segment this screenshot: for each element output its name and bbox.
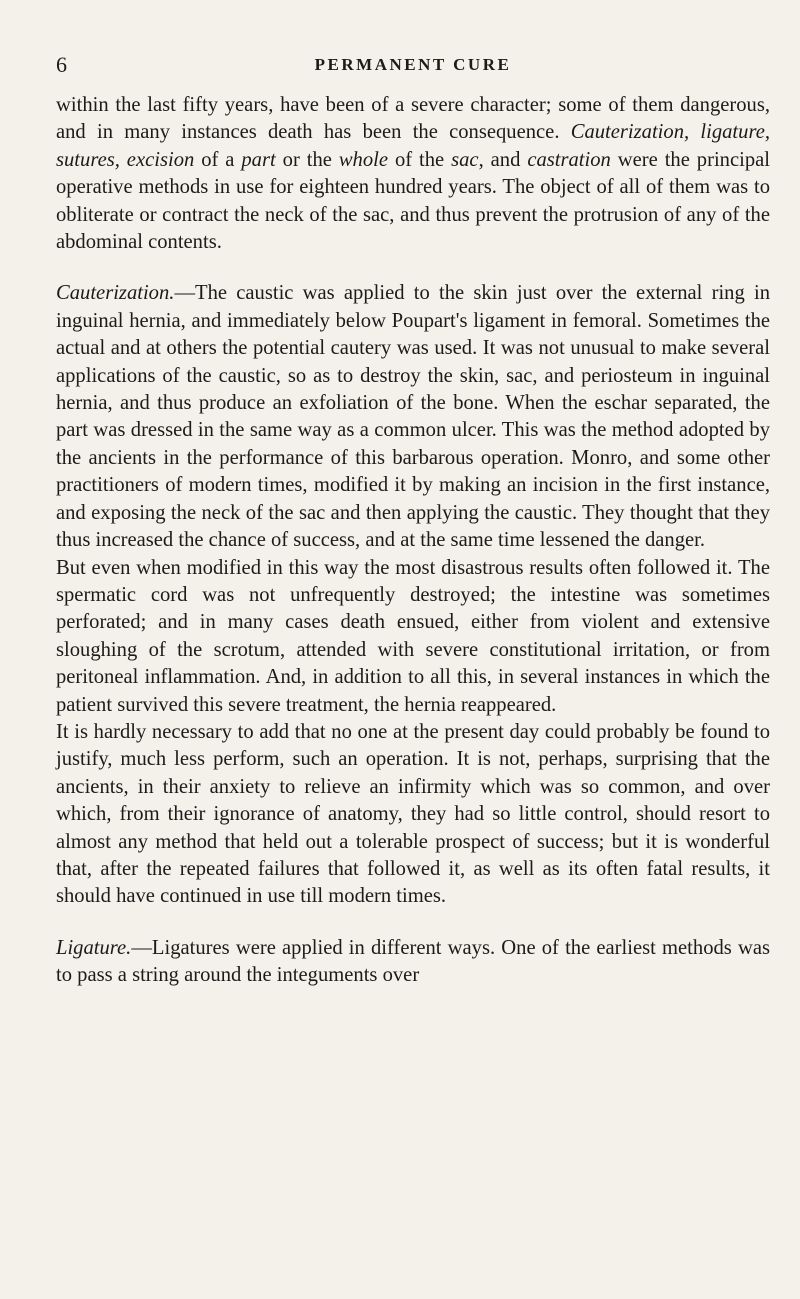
text-run: or the	[275, 148, 339, 171]
text-run: were the principal operative methods in use for eighteen hundred years. The object of all of them was to obliterate or contract the neck of the sac, and thus prevent the protrusion of any of the abdominal contents.	[56, 148, 770, 254]
paragraph-cauterization	[56, 280, 770, 554]
body-text	[56, 92, 770, 990]
running-title: PERMANENT CURE	[314, 55, 512, 74]
italic-text: Cauterization.	[56, 282, 175, 305]
text-run: —Ligatures were applied in different ways. One of the earliest methods was to pass a string around the integuments over	[56, 936, 770, 987]
italic-text: whole	[338, 148, 389, 171]
running-head	[56, 52, 770, 78]
section-gap	[56, 911, 770, 935]
paragraph-ligature	[56, 935, 770, 990]
text-run: —The caustic was applied to the skin just over the external ring in inguinal hernia, and immediately below Poupart's ligament in femoral. Sometimes the actual and at others the potential cautery was used. It was not unusual to make several applications of the caustic, so as to destroy the skin, sac, and periosteum in inguinal hernia, and thus produce an exfoliation of the bone. When the eschar separated, the part was dressed in the same way as a common ulcer. This was the method adopted by the ancients in the performance of this barbarous operation. Monro, and some other practitioners of modern times, modified it by making an incision in the first instance, and exposing the neck of the sac and then applying the caustic. They thought that they thus increased the chance of success, and at the same time lessened the danger.	[56, 282, 770, 552]
text-run: , and	[478, 148, 528, 171]
text-run: of the	[388, 148, 452, 171]
text-run: But even when modified in this way the most disastrous results often followed it. The spermatic cord was not unfrequently destroyed; the intestine was sometimes perforated; and in many cases death ensued, either from violent and extensive sloughing of the scrotum, attended with severe constitutional irritation, or from peritoneal inflammation. And, in addition to all this, in several instances in which the patient survived this severe treatment, the hernia reappeared.	[56, 556, 770, 716]
italic-text: part	[241, 148, 276, 171]
text-run: It is hardly necessary to add that no one at the present day could probably be found to justify, much less perform, such an operation. It is not, perhaps, surprising that the ancients, in their anxiety to relieve an infirmity which was so common, and over which, from their ignorance of anatomy, they had so little control, should resort to almost any method that held out a tolerable prospect of success; but it is wonderful that, after the repeated failures that followed it, as well as its often fatal results, it should have continued in use till modern times.	[56, 720, 770, 908]
paragraph-intro	[56, 92, 770, 256]
section-gap	[56, 256, 770, 280]
italic-text: castration	[527, 148, 611, 171]
italic-text: Cauterization, ligature, sutures, excision	[56, 121, 770, 171]
italic-text: sac	[451, 148, 479, 171]
text-run: within the last fifty years, have been of a severe character; some of them dangerous, and in many instances death has been the consequence.	[56, 94, 770, 144]
italic-text: Ligature.	[56, 936, 132, 959]
paragraph-results	[56, 555, 770, 719]
text-run: of a	[194, 148, 242, 171]
paragraph-justification	[56, 719, 770, 911]
page-number: 6	[56, 52, 67, 77]
